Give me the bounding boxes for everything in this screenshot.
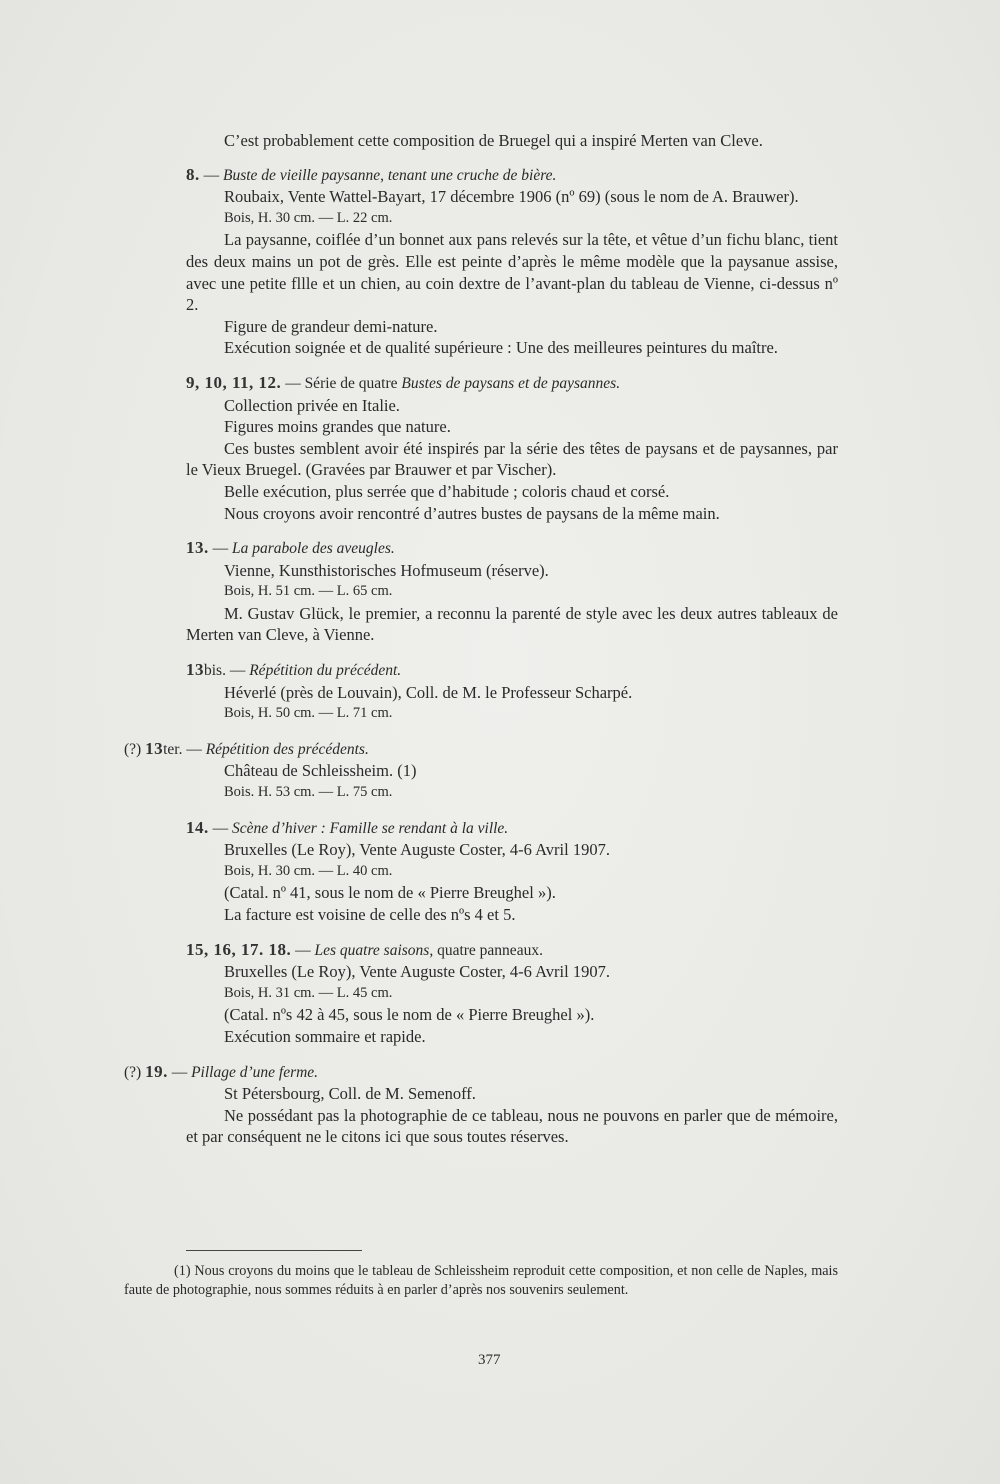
- entry-number: 15, 16, 17. 18.: [186, 939, 292, 959]
- entry-dimensions: Bois, H. 51 cm. — L. 65 cm.: [224, 583, 393, 600]
- entry-prefix: (?): [124, 1063, 142, 1081]
- intro-paragraph: C’est probablement cette composition de Bruegel qui a inspiré Merten van Cleve.: [224, 131, 763, 150]
- entry-number: 13: [186, 660, 204, 680]
- entry-heading: 14. — Scène d’hiver : Famille se rendant à la ville.: [186, 817, 509, 837]
- entry-number: 8.: [186, 164, 200, 184]
- entry-heading: (?) 19. — Pillage d’une ferme.: [124, 1061, 319, 1081]
- entry-provenance: Vienne, Kunsthistorisches Hofmuseum (réserve).: [224, 560, 549, 580]
- entry-title: Les quatre saisons,: [314, 941, 434, 959]
- entry-heading: 8. — Buste de vieille paysanne, tenant une cruche de bière.: [186, 164, 557, 184]
- entry-provenance: Collection privée en Italie.: [224, 395, 400, 415]
- entry-dimensions: Bois, H. 30 cm. — L. 22 cm.: [224, 209, 393, 226]
- footnote-divider: [186, 1250, 362, 1251]
- entry-dimensions: Bois, H. 31 cm. — L. 45 cm.: [224, 984, 393, 1001]
- entry-title: Pillage d’une ferme.: [191, 1063, 319, 1081]
- main-text: [124, 130, 838, 1148]
- entry-number: 14.: [186, 817, 209, 837]
- entry-title: Buste de vieille paysanne, tenant une cruche de bière.: [223, 166, 557, 184]
- entry-provenance: Roubaix, Vente Wattel-Bayart, 17 décembre 1906 (nº 69) (sous le nom de A. Brauwer).: [224, 187, 799, 207]
- entry-title: Bustes de paysans et de paysannes.: [401, 374, 621, 392]
- entry-description: M. Gustav Glück, le premier, a reconnu la parenté de style avec les deux autres tableaux de Merten van Cleve, à Vienne.: [186, 603, 838, 645]
- entry-number: 13: [145, 738, 164, 758]
- catalog-entry-19: [124, 1061, 838, 1148]
- page-number: 377: [478, 1352, 501, 1368]
- catalog-entry-13: [186, 537, 838, 646]
- entry-dimensions: Bois. H. 53 cm. — L. 75 cm.: [224, 784, 393, 801]
- entry-note: La facture est voisine de celle des nºs 4 et 5.: [224, 905, 516, 924]
- entry-heading: (?) 13ter. — Répétition des précédents.: [124, 738, 369, 758]
- entry-provenance: St Pétersbourg, Coll. de M. Semenoff.: [224, 1084, 476, 1104]
- entry-number-suffix: bis.: [204, 662, 226, 680]
- catalog-entry-9-12: [186, 372, 838, 524]
- entry-note: Figures moins grandes que nature.: [224, 417, 451, 437]
- entry-dimensions: Bois, H. 50 cm. — L. 71 cm.: [224, 705, 393, 722]
- entry-number-suffix: ter.: [163, 740, 183, 758]
- entry-note: Belle exécution, plus serrée que d’habitude ; coloris chaud et corsé.: [224, 481, 670, 501]
- catalog-entry-13bis: [186, 659, 838, 725]
- entry-number: 13.: [186, 538, 209, 558]
- entry-title: Scène d’hiver : Famille se rendant à la ville.: [232, 819, 509, 837]
- catalog-entry-14: [186, 817, 838, 926]
- entry-title: Répétition du précédent.: [249, 662, 402, 680]
- entry-provenance: Château de Schleissheim. (1): [224, 761, 417, 781]
- entry-prefix: (?): [124, 740, 142, 758]
- entry-description: La paysanne, coiflée d’un bonnet aux pans relevés sur la tête, et vêtue d’un fichu blanc, tient des deux mains un pot de grès. Elle est peinte d’après le même modèle que la paysanue assise, avec une petite fllle et un chien, au coin dextre de l’avant-plan du tableau de Vienne, ci-dessus nº 2.: [186, 230, 838, 315]
- entry-heading: 13. — La parabole des aveugles.: [186, 538, 395, 558]
- entry-provenance: Bruxelles (Le Roy), Vente Auguste Coster, 4-6 Avril 1907.: [224, 962, 610, 982]
- entry-note: Figure de grandeur demi-nature.: [224, 316, 438, 336]
- entry-title: Répétition des précédents.: [205, 740, 369, 758]
- footnote-text: (1) Nous croyons du moins que le tableau de Schleissheim reproduit cette composition, et non celle de Naples, mais faute de photographie, nous sommes réduits à en parler d’après nos souvenirs seulement.: [124, 1263, 838, 1298]
- entry-note: (Catal. nº 41, sous le nom de « Pierre Breughel »).: [224, 883, 556, 903]
- catalog-entry-13ter: [124, 738, 838, 804]
- entry-title-suffix: quatre panneaux.: [437, 941, 543, 959]
- catalog-entry-8: [186, 164, 838, 359]
- entry-title-prefix: — Série de quatre: [285, 374, 398, 392]
- entry-title: La parabole des aveugles.: [232, 540, 395, 558]
- entry-heading: 13bis. — Répétition du précédent.: [186, 660, 402, 680]
- entry-number: 19.: [145, 1061, 168, 1081]
- entry-note: Exécution sommaire et rapide.: [224, 1026, 426, 1046]
- entry-provenance: Héverlé (près de Louvain), Coll. de M. le Professeur Scharpé.: [224, 682, 633, 702]
- entry-heading: 15, 16, 17. 18. — Les quatre saisons, quatre panneaux.: [186, 939, 543, 959]
- entry-note: Exécution soignée et de qualité supérieure : Une des meilleures peintures du maître.: [224, 338, 778, 358]
- catalog-entry-15-18: [186, 939, 838, 1048]
- entry-note: Nous croyons avoir rencontré d’autres bustes de paysans de la même main.: [224, 503, 720, 523]
- entry-note: (Catal. nºs 42 à 45, sous le nom de « Pierre Breughel »).: [224, 1005, 595, 1025]
- footnote: [124, 1262, 838, 1300]
- entry-number: 9, 10, 11, 12.: [186, 372, 282, 392]
- entry-description: Ne possédant pas la photographie de ce tableau, nous ne pouvons en parler que de mémoire, et par conséquent ne le citons ici que sous toutes réserves.: [186, 1105, 838, 1147]
- entry-description: Ces bustes semblent avoir été inspirés par la série des têtes de paysans et de paysannes, par le Vieux Bruegel. (Gravées par Brauwer et par Vischer).: [186, 438, 838, 480]
- entry-provenance: Bruxelles (Le Roy), Vente Auguste Coster, 4-6 Avril 1907.: [224, 840, 610, 860]
- entry-dimensions: Bois, H. 30 cm. — L. 40 cm.: [224, 862, 393, 879]
- entry-heading: [186, 372, 838, 395]
